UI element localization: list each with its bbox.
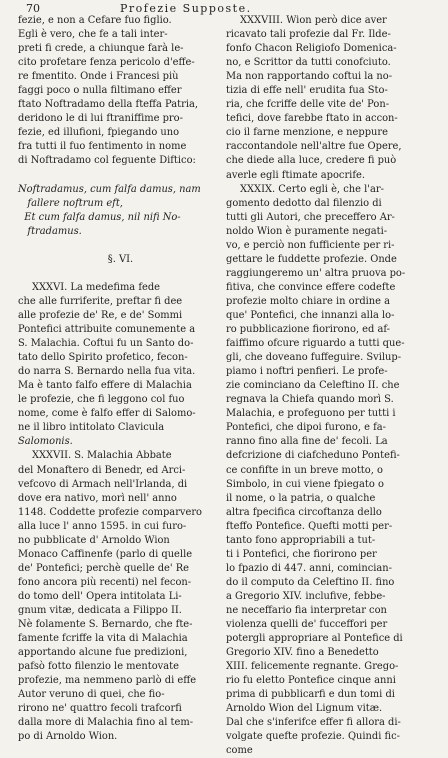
text-line: Malachia, e profeguono per tutti i [226,408,396,420]
text-line: Dal che s'inferifce effer fi allora di- [226,717,401,729]
text-line: dove era nativo, morì nell' anno [18,492,177,504]
text-line: profezie, ma nemmeno parlò di effe [18,675,197,687]
text-line: dalla more di Malachia fino al tem- [18,717,194,729]
text-line: no, e Scrittor da tutti conofciuto. [226,57,391,69]
text-line: Gregorio XIV. fino a Benedetto [226,647,379,659]
text-line: pafsò fotto filenzio le mentovate [18,661,179,673]
text-line: S. Malachia. Coftui fu un Santo do- [18,338,194,350]
text-line: zie cominciano da Celeftino II. che [226,380,400,392]
text-line: gli, che doveano fuffeguire. Svilup- [226,352,402,364]
text-line: ro pubblicazione fiorirono, ed af- [226,324,391,336]
text-line: do il computo da Celeftino II. fino [226,576,395,588]
text-line: gomento dedotto dal filenzio di [226,197,382,209]
text-line: fono ancora più recenti) nel fecon- [18,576,192,588]
text-line: 1148. Coddette profezie comparvero [18,506,203,518]
text-line: ne neceffario fia interpretar con [226,604,387,616]
text-line: ti i Pontefici, che fiorirono per [226,548,377,560]
text-line: Ma non rapportando coftui la no- [226,71,393,83]
text-line: violenza quelli de' fucceffori per [226,619,388,631]
text-line: averle egli ftimate apocrife. [226,169,365,181]
text-line: fitiva, che convince effere codefte [226,281,396,293]
text-line: Simbolo, in cui viene fpiegato o [226,478,384,490]
text-line: potergli appropriare al Pontefice di [226,633,403,645]
text-line [18,239,223,253]
text-line: XIII. felicemente regnante. Grego- [226,661,399,673]
text-line: faiffimo ofcure riguardo a tutti que- [226,338,405,350]
text-line: cio il farne menzione, e neppure [226,127,388,139]
text-line: tanto fono appropriabili a tut- [226,534,376,546]
text-line: piamo i noftri penfieri. Le profe- [226,366,388,378]
text-line: ria, che fcriffe delle vite de' Pon- [226,99,390,111]
text-line: altra fpecifica circoftanza dello [226,506,382,518]
text-line [18,169,223,183]
text-line: rirono ne' quattro fecoli trafcorfi [18,703,182,715]
text-line: famente fcriffe la vita di Malachia [18,633,188,645]
text-line: Ma è tanto falfo effere di Malachia [18,380,192,392]
text-line: del Monaftero di Benedr, ed Arci- [18,464,186,476]
text-line: re fmentito. Onde i Francesi più [18,71,179,83]
text-line: ricavato tali profezie dal Fr. Ilde- [226,29,391,41]
text-line: fezie, ed illufioni, fpiegando uno [18,127,180,139]
text-line: Pontefici, che dipoi furono, e fa- [226,422,386,434]
text-line: Egli è vero, che fe a tali inter- [18,29,168,41]
text-line: ftradamus. [18,225,82,237]
page-number: 70 [26,2,40,15]
text-line: lo fpazio di 447. anni, comincian- [226,562,392,574]
text-line: ftato Noftradamo della fteffa Patria, [18,99,199,111]
text-line: raccontandole nell'altre fue Opere, [226,141,402,153]
text-line: fonfo Chacon Religiofo Domenica- [226,43,397,55]
text-line: XXXVI. La medefima fede [32,281,160,293]
text-line: Arnoldo Wion del Lignum vitæ. [226,703,383,715]
text-line: nome, come è falfo effer di Salomo- [18,408,196,420]
text-line: Nè folamente S. Bernardo, che fte- [18,619,193,631]
text-line: le profezie, che fi leggono col fuo [18,394,185,406]
text-line: XXXVIII. Wion però dice aver [240,15,387,26]
text-line: vo, e perciò non fufficiente per ri- [226,239,395,251]
text-line: che alle furriferite, preftar fi dee [18,295,183,307]
text-line: ne il libro intitolato Clavicula [18,422,165,434]
text-line: alle profezie de' Re, e de' Sommi [18,309,183,321]
text-line: Pontefici attribuite comunemente a [18,324,196,336]
text-line: do tomo dell' Opera intitolata Li- [18,590,182,602]
text-line: regnava la Chiefa quando morì S. [226,394,394,406]
text-line: do narra S. Bernardo nella fua vita. [18,366,196,378]
text-line: come [226,745,253,757]
text-line: Monaco Caffinenfe (parlo di quelle [18,548,193,560]
text-line: profezie molto chiare in ordine a [226,295,391,307]
right-column [226,14,431,758]
text-line: ce confifte in un breve motto, o [226,464,383,476]
text-line: ranno fino alla fine de' fecoli. La [226,436,388,448]
text-line: fra tutti il fuo fentimento in nome [18,141,187,153]
text-line: prima di pubblicarfi e dun tomi di [226,689,395,701]
text-line: Autor veruno di quei, che fio- [18,689,165,701]
text-line: no pubblicate d' Arnoldo Wion [18,534,170,546]
text-line: vefcovo di Armach nell'Irlanda, di [18,478,188,490]
text-line: XXXIX. Certo egli è, che l'ar- [240,183,384,195]
text-line [18,267,223,281]
text-line: tefici, dove farebbe ftato in accon- [226,113,398,125]
text-line: volgate quefte profezie. Quindi fic- [226,731,400,743]
text-line: preti fi crede, a chiunque farà le- [18,43,184,55]
text-line: apportando alcune fue predizioni, [18,647,188,659]
text-line: faggi poco o nulla filtimano effer [18,85,182,97]
left-column [18,14,223,744]
text-line: fallere noftrum eft, [18,197,123,209]
text-line: il nome, o la patria, o qualche [226,492,376,504]
text-line: rio fu eletto Pontefice cinque anni [226,675,396,687]
text-line: che diede alla luce, credere fi può [226,155,397,167]
text-line: gnum vitæ, dedicata a Filippo II. [18,604,182,616]
text-line: defcrizione di ciafcheduno Pontefi- [226,450,400,462]
text-line: fteffo Pontefice. Quefti motti per- [226,520,393,532]
text-line: de' Pontefici; perchè quelle de' Re [18,562,190,574]
text-line: cito profetare fenza pericolo d'effe- [18,57,195,69]
text-line: tizia di effe nell' erudita fua Sto- [226,85,388,97]
text-line: raggiungeremo un' altra pruova po- [226,267,406,279]
text-line: noldo Wion è puramente negati- [226,225,388,237]
text-line: fezie, e non a Cefare fuo figlio. [18,15,172,26]
text-line: di Noftradamo col feguente Diftico: [18,155,196,167]
text-line: gettare le fuddette profezie. Onde [226,253,397,265]
text-line: a Gregorio XIV. inclufive, febbe- [226,590,386,602]
text-line: po di Arnoldo Wion. [18,731,118,743]
text-line: XXXVII. S. Malachia Abbate [32,450,172,462]
text-line: deridono le di lui ftraniffime pro- [18,113,183,125]
text-line: tutti gli Autori, che preceffero Ar- [226,211,395,223]
running-title: Profezie Supposte. [120,2,252,15]
text-line: alla luce l' anno 1595. in cui furo- [18,520,187,532]
text-line: Noftradamus, cum falfa damus, nam [18,183,201,195]
text-line: Et cum falfa damus, nil nifi No- [18,211,181,223]
text-line: Salomonis. [18,436,73,448]
text-line: que' Pontefici, che innanzi alla lo- [226,309,395,321]
text-line: tato dello Spirito profetico, fecon- [18,352,188,364]
text-line: §. VI. [107,253,134,265]
